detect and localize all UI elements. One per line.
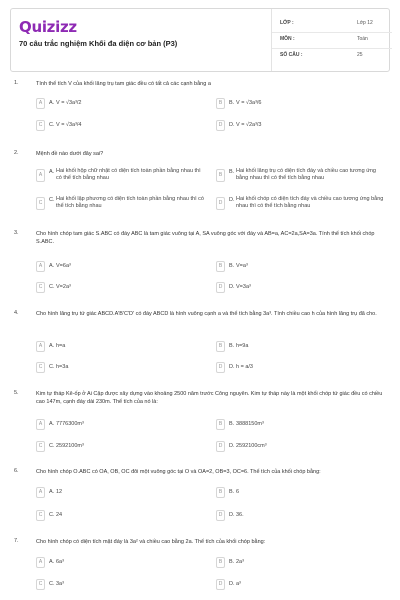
option-text: 7776300m³ <box>56 421 84 427</box>
option-text: V = √3a³/2 <box>56 100 82 106</box>
option-letter-box: B <box>216 557 225 568</box>
option-letter: C. <box>49 284 55 290</box>
option-b[interactable] <box>216 340 386 354</box>
option-letter: C. <box>49 443 55 449</box>
option-letter-box: D <box>216 120 225 131</box>
option-a[interactable] <box>36 97 206 111</box>
option-b[interactable] <box>216 486 386 500</box>
option-letter: D. <box>229 512 235 518</box>
option-letter: D. <box>229 443 235 449</box>
option-text: Hai khối lăng trụ có diện tích đáy và chiều cao tương ứng bằng nhau thì có thể tích bằng nhau <box>236 168 376 181</box>
option-letter: A. <box>49 100 55 106</box>
question-text: Mệnh đề nào dưới đây sai? <box>36 151 104 157</box>
option-c[interactable] <box>36 119 206 133</box>
option-letter: D. <box>229 284 235 290</box>
option-a[interactable] <box>36 556 206 570</box>
option-letter: B. <box>229 100 235 106</box>
option-letter-box: B <box>216 419 225 430</box>
option-d[interactable] <box>216 440 386 454</box>
question-text: Tính thể tích V của khối lăng trụ tam giác đều có tất cả các cạnh bằng a <box>36 81 211 87</box>
option-letter-box: D <box>216 282 225 293</box>
option-a[interactable] <box>36 166 206 186</box>
option-text: V = √2a³/3 <box>236 122 262 128</box>
option-letter: B. <box>229 169 235 175</box>
question-text: Cho hình lăng trụ tứ giác ABCD.A'B'C'D' có đáy ABCD là hình vuông cạnh a và thể tích bằng 3a³. Tính chiều cao h của hình lăng trụ đã cho. <box>36 311 377 317</box>
option-letter-box: C <box>36 120 45 131</box>
option-letter-box: D <box>216 579 225 590</box>
option-text: 2592100cm³ <box>236 443 267 449</box>
option-letter: D. <box>229 364 235 370</box>
option-letter-box: A <box>36 557 45 568</box>
option-letter-box: C <box>36 197 45 210</box>
option-text: h=a <box>56 343 66 349</box>
option-letter-box: A <box>36 98 45 109</box>
option-letter-box: B <box>216 169 225 182</box>
quizizz-logo: Quizizz <box>19 18 77 36</box>
option-letter-box: A <box>36 261 45 272</box>
option-d[interactable] <box>216 194 386 214</box>
option-c[interactable] <box>36 194 206 214</box>
option-d[interactable] <box>216 361 386 375</box>
meta-subject-row <box>272 33 392 49</box>
option-letter-box: D <box>216 441 225 452</box>
option-letter: C. <box>49 364 55 370</box>
option-letter: B. <box>229 263 235 269</box>
option-letter-box: C <box>36 579 45 590</box>
option-text: 2592100m³ <box>56 443 84 449</box>
meta-count-value: 25 <box>357 52 363 58</box>
option-a[interactable] <box>36 486 206 500</box>
option-letter: D. <box>229 122 235 128</box>
option-text: V = √3a³/6 <box>236 100 262 106</box>
option-a[interactable] <box>36 418 206 432</box>
option-c[interactable] <box>36 440 206 454</box>
option-letter: D. <box>229 581 235 587</box>
option-b[interactable] <box>216 166 386 186</box>
option-text: 6 <box>236 489 240 495</box>
option-text: 3a³ <box>56 581 64 587</box>
option-text: h=3a <box>56 364 69 370</box>
option-text: 12 <box>56 489 63 495</box>
question-number: 4. <box>14 310 19 316</box>
option-letter: A. <box>49 169 55 175</box>
option-letter: A. <box>49 489 55 495</box>
option-letter-box: B <box>216 487 225 498</box>
option-letter-box: A <box>36 419 45 430</box>
option-letter-box: B <box>216 261 225 272</box>
option-letter-box: D <box>216 510 225 521</box>
meta-class-label: LỚP : <box>280 20 294 26</box>
option-letter-box: C <box>36 282 45 293</box>
meta-subject-value: Toán <box>357 36 368 42</box>
question-text: Cho hình chóp tam giác S.ABC có đáy ABC là tam giác vuông tại A, SA vuông góc với đáy và AB=a, AC=2a,SA=3a. Tính thể tích khối chóp S.ABC. <box>36 231 375 245</box>
question-number: 2. <box>14 150 19 156</box>
worksheet-header <box>10 8 390 72</box>
option-letter: A. <box>49 343 55 349</box>
option-text: V = √3a³/4 <box>56 122 82 128</box>
option-letter: C. <box>49 197 55 203</box>
meta-class-row <box>272 17 392 33</box>
option-letter: C. <box>49 581 55 587</box>
worksheet-title: 70 câu trắc nghiệm Khối đa diện cơ bản (P3) <box>19 39 178 48</box>
option-text: a³ <box>236 581 241 587</box>
worksheet-meta <box>271 9 391 71</box>
option-letter-box: B <box>216 98 225 109</box>
option-letter: A. <box>49 263 55 269</box>
option-letter-box: D <box>216 197 225 210</box>
option-letter: A. <box>49 559 55 565</box>
question-text: Cho hình chóp O.ABC có OA, OB, OC đôi một vuông góc tại O và OA=2, OB=3, OC=6. Thể tích của khối chóp bằng: <box>36 469 321 475</box>
option-text: V=a³ <box>236 263 248 269</box>
option-text: V=2a³ <box>56 284 71 290</box>
option-b[interactable] <box>216 260 386 274</box>
meta-count-label: SỐ CÂU : <box>280 52 303 58</box>
option-letter: C. <box>49 512 55 518</box>
option-letter-box: C <box>36 441 45 452</box>
question-number: 5. <box>14 390 19 396</box>
option-text: 24 <box>56 512 63 518</box>
question-number: 3. <box>14 230 19 236</box>
option-b[interactable] <box>216 556 386 570</box>
question-number: 7. <box>14 538 19 544</box>
option-text: Hai khối hộp chữ nhật có diện tích toàn phần bằng nhau thì có thể tích bằng nhau <box>56 168 201 181</box>
meta-class-value: Lớp 12 <box>357 20 373 26</box>
option-letter: A. <box>49 421 55 427</box>
option-letter: B. <box>229 343 235 349</box>
meta-count-row <box>272 49 392 65</box>
option-text: V=6a³ <box>56 263 71 269</box>
option-letter: B. <box>229 559 235 565</box>
option-letter-box: C <box>36 362 45 373</box>
option-c[interactable] <box>36 509 206 523</box>
option-d[interactable] <box>216 119 386 133</box>
option-text: V=3a³ <box>236 284 251 290</box>
option-letter-box: D <box>216 362 225 373</box>
option-letter-box: C <box>36 510 45 521</box>
option-text: h=9a <box>236 343 249 349</box>
option-letter-box: A <box>36 487 45 498</box>
question-text: Cho hình chóp có diện tích mặt đáy là 3a² và chiều cao bằng 2a. Thể tích của khối chóp bằng: <box>36 539 266 545</box>
option-text: 2a³ <box>236 559 244 565</box>
question-number: 6. <box>14 468 19 474</box>
option-letter: C. <box>49 122 55 128</box>
option-c[interactable] <box>36 361 206 375</box>
option-c[interactable] <box>36 578 206 592</box>
option-a[interactable] <box>36 340 206 354</box>
option-b[interactable] <box>216 418 386 432</box>
meta-subject-label: MÔN : <box>280 36 295 42</box>
question-text: Kim tự tháp Kê-ốp ở Ai Cập được xây dựng vào khoảng 2500 năm trước Công nguyên. Kim tự tháp này là một khối chóp tứ giác đều có chiều cao 147m, cạnh đáy dài 230m. Thể tích của nó là: <box>36 391 383 405</box>
question-number: 1. <box>14 80 19 86</box>
option-letter-box: A <box>36 341 45 352</box>
option-letter: B. <box>229 421 235 427</box>
option-letter-box: A <box>36 169 45 182</box>
option-b[interactable] <box>216 97 386 111</box>
option-d[interactable] <box>216 509 386 523</box>
option-text: Hai khối chóp có diện tích đáy và chiều cao tương ứng bằng nhau thì có thể tích bằng nhau <box>236 196 384 209</box>
option-text: 3888150m³ <box>236 421 264 427</box>
option-a[interactable] <box>36 260 206 274</box>
option-text: h = a/3 <box>236 364 253 370</box>
option-d[interactable] <box>216 578 386 592</box>
option-text: 6a³ <box>56 559 64 565</box>
option-text: 36. <box>236 512 244 518</box>
option-letter: D. <box>229 197 235 203</box>
option-letter: B. <box>229 489 235 495</box>
option-d[interactable] <box>216 281 386 295</box>
option-c[interactable] <box>36 281 206 295</box>
option-text: Hai khối lập phương có diện tích toàn phần bằng nhau thì có thể tích bằng nhau <box>56 196 204 209</box>
option-letter-box: B <box>216 341 225 352</box>
